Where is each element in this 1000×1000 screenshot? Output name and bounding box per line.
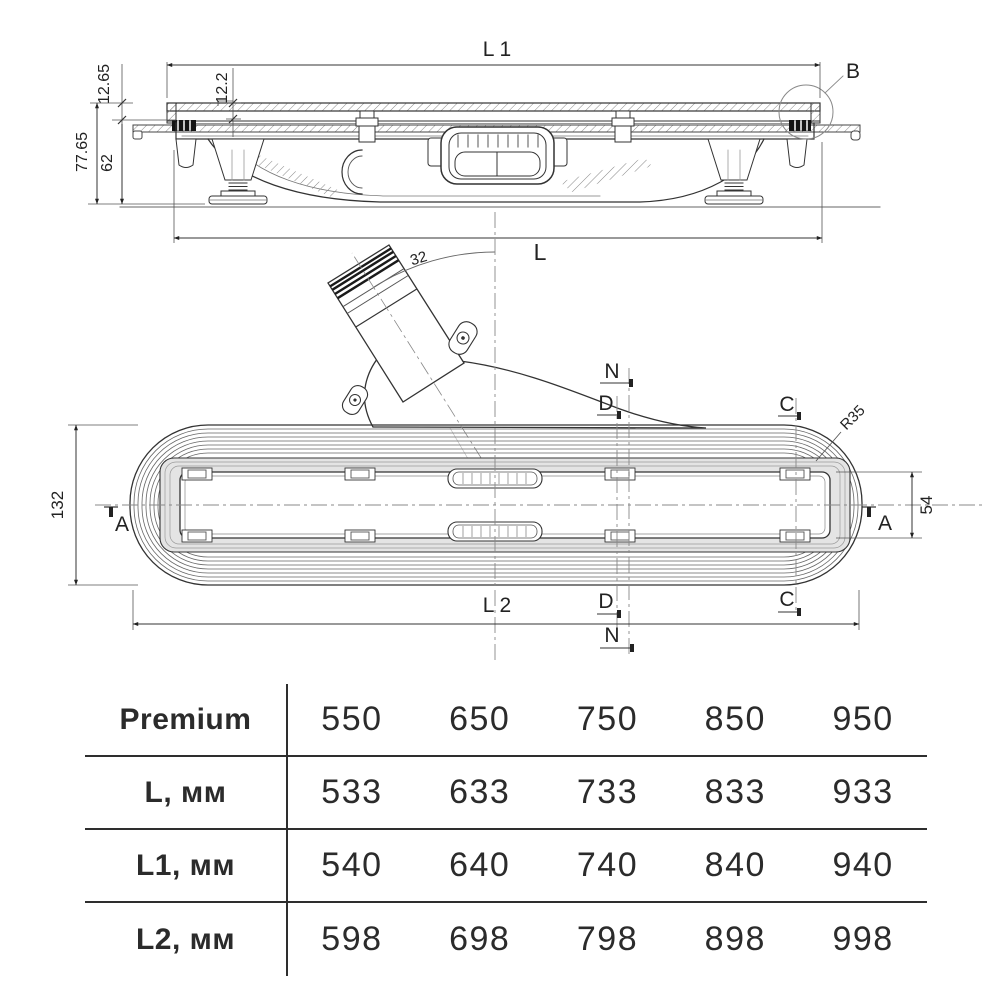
table-cell: 933	[799, 757, 927, 830]
table-cell: 633	[416, 757, 544, 830]
table-cell: 798	[576, 920, 639, 958]
table-cell: 533	[288, 757, 416, 830]
table-cell: 540	[288, 830, 416, 903]
dim-h-lower: 62	[99, 154, 116, 172]
drain-body	[428, 127, 567, 184]
section-n-top: N	[604, 360, 620, 383]
section-d-bottom: D	[598, 590, 614, 613]
section-c-bottom: C	[779, 588, 795, 611]
dim-l2-label: L 2	[482, 594, 512, 617]
table-cell: 650	[416, 684, 544, 757]
dim-width: 132	[48, 490, 67, 520]
dim-grate-height: 12.2	[214, 72, 231, 104]
table-cell: 840	[671, 830, 799, 903]
table-cell: 950	[799, 684, 927, 757]
foot-small-right	[787, 139, 807, 168]
adjustable-foot-left	[209, 139, 267, 204]
table-cell: 833	[671, 757, 799, 830]
adjustable-foot-right	[705, 139, 763, 204]
table-cell: 740	[544, 830, 672, 903]
table-cell: 940	[799, 830, 927, 903]
table-row-header: L1, мм	[85, 830, 288, 903]
angle-label: 32	[408, 248, 430, 270]
dimension-table	[85, 684, 927, 976]
section-c-top: C	[779, 393, 795, 416]
table-cell: 898	[704, 920, 766, 958]
section-a-right: A	[877, 512, 893, 535]
dim-l1-label: L 1	[482, 38, 512, 61]
grate-strip	[167, 103, 820, 111]
dim-h-total: 77.65	[74, 131, 91, 173]
dim-radius: R35	[837, 402, 869, 434]
dim-inner-width: 54	[917, 495, 936, 515]
table-cell: 750	[544, 684, 672, 757]
section-n-bottom: N	[604, 624, 620, 647]
table-cell: 550	[288, 684, 416, 757]
table-row-header: L, мм	[85, 757, 288, 830]
rubber-seal-right	[789, 120, 811, 131]
foot-small-left	[176, 139, 196, 168]
table-cell: 698	[449, 920, 511, 958]
table-row-header: L2, мм	[85, 903, 288, 976]
table-cell: 850	[671, 684, 799, 757]
section-d-top: D	[598, 392, 614, 415]
table-cell: 998	[832, 920, 894, 958]
dim-l-label: L	[533, 239, 547, 265]
side-view	[120, 60, 880, 207]
table-row-header: Premium	[85, 684, 288, 757]
table-cell: 733	[544, 757, 672, 830]
plan-view	[95, 212, 985, 662]
detail-b-label: B	[846, 60, 861, 83]
dim-h-upper: 12.65	[96, 63, 113, 105]
section-a-left: A	[114, 513, 130, 536]
table-cell: 598	[321, 920, 383, 958]
table-cell: 640	[416, 830, 544, 903]
